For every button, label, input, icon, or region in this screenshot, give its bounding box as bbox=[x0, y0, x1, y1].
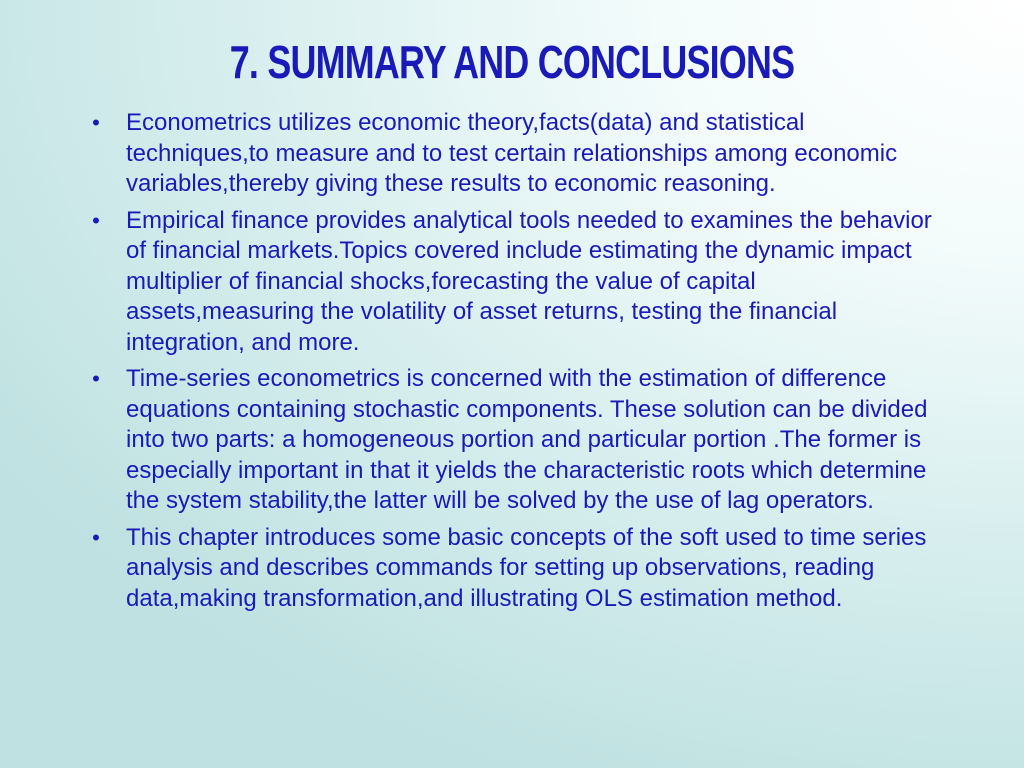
bullet-text: This chapter introduces some basic concepts of the soft used to time series analysis and describes commands for setting up observations, reading data,making transformation,and illustrating OLS estimation method. bbox=[126, 523, 927, 612]
bullet-icon: • bbox=[92, 110, 100, 135]
bullet-icon: • bbox=[92, 207, 100, 233]
bullet-icon: • bbox=[92, 524, 100, 550]
bullet-text: Econometrics utilizes economic theory,facts(data) and statistical techniques,to measure and to test certain relationships among economic variables,thereby giving these results to economic reasoning. bbox=[126, 109, 898, 197]
slide-title: 7. SUMMARY AND CONCLUSIONS bbox=[229, 36, 795, 88]
bullet-item-empirical-finance bbox=[86, 206, 946, 359]
bullet-item-time-series bbox=[86, 364, 946, 517]
bullet-list bbox=[86, 108, 946, 620]
bullet-icon: • bbox=[92, 366, 100, 391]
bullet-text: Time-series econometrics is concerned with the estimation of difference equations containing stochastic components. These solution can be divided into two parts: a homogeneous portion and particular portion .The former is especially important in that it yields the characteristic roots which determine the system stability,the latter will be solved by the use of lag operators. bbox=[126, 365, 928, 514]
bullet-item-econometrics bbox=[86, 108, 946, 200]
bullet-text: Empirical finance provides analytical tools needed to examines the behavior of financial markets.Topics covered include estimating the dynamic impact multiplier of financial shocks,forecasting the value of capital assets,measuring the volatility of asset returns, testing the financial integration, and more. bbox=[126, 206, 932, 356]
bullet-item-chapter-intro bbox=[86, 523, 946, 615]
